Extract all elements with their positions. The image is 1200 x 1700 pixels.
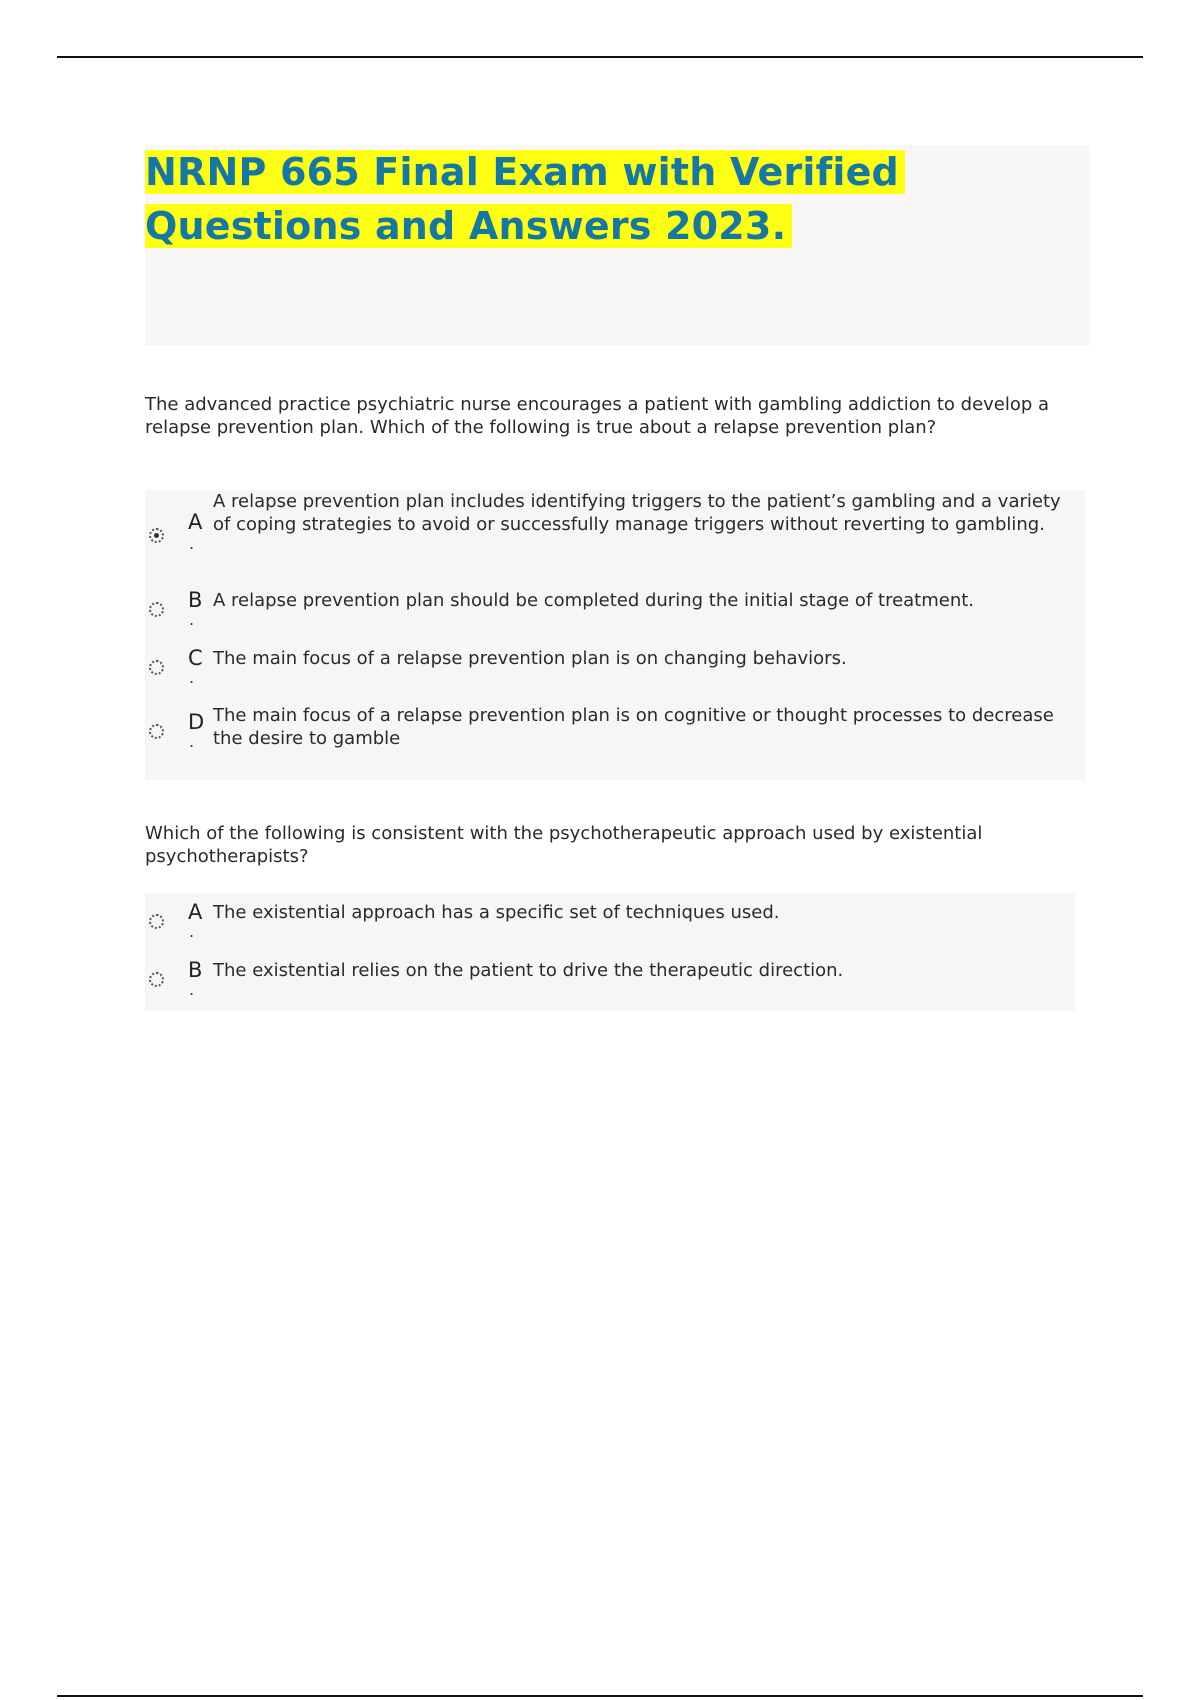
radio-icon[interactable] bbox=[149, 660, 164, 675]
radio-icon[interactable] bbox=[149, 972, 164, 987]
option-text: The main focus of a relapse prevention plan is on cognitive or thought processes to decrease the desire to gamble bbox=[213, 705, 1054, 749]
question-1-option-a[interactable] bbox=[145, 490, 1085, 570]
option-letter: D bbox=[188, 710, 205, 734]
radio-icon[interactable] bbox=[149, 914, 164, 929]
page-title bbox=[145, 145, 1090, 253]
top-rule bbox=[57, 56, 1143, 58]
option-letter: C bbox=[188, 646, 203, 670]
option-text: The existential relies on the patient to drive the therapeutic direction. bbox=[213, 960, 844, 981]
radio-icon[interactable] bbox=[149, 602, 164, 617]
title-highlight: NRNP 665 Final Exam with Verified Questions and Answers 2023. bbox=[145, 150, 905, 248]
option-letter-dot: . bbox=[189, 922, 195, 941]
option-letter-dot: . bbox=[189, 610, 195, 629]
option-text: A relapse prevention plan should be completed during the initial stage of treatment. bbox=[213, 590, 975, 611]
option-text: The existential approach has a specific set of techniques used. bbox=[213, 902, 780, 923]
option-text: A relapse prevention plan includes identifying triggers to the patient’s gambling and a variety of coping strategies to avoid or successfully manage triggers without reverting to gambling. bbox=[213, 491, 1061, 535]
radio-icon[interactable] bbox=[149, 724, 164, 739]
option-letter: A bbox=[188, 510, 203, 534]
question-2-option-a[interactable] bbox=[145, 893, 1075, 943]
option-text: The main focus of a relapse prevention plan is on changing behaviors. bbox=[213, 648, 847, 669]
option-letter: B bbox=[188, 958, 203, 982]
question-1-text: The advanced practice psychiatric nurse encourages a patient with gambling addiction to develop a relapse prevention plan. Which of the following is true about a relapse prevention plan? bbox=[145, 394, 1050, 438]
title-box bbox=[145, 145, 1090, 345]
question-2-options bbox=[145, 893, 1075, 1011]
question-2-text: Which of the following is consistent with the psychotherapeutic approach used by existential psychotherapists? bbox=[145, 823, 983, 867]
option-letter-dot: . bbox=[189, 668, 195, 687]
question-1-options bbox=[145, 490, 1085, 780]
option-letter-dot: . bbox=[189, 534, 195, 553]
question-1-option-b[interactable] bbox=[145, 588, 1085, 638]
option-letter-dot: . bbox=[189, 732, 195, 751]
option-letter: B bbox=[188, 588, 203, 612]
option-letter-dot: . bbox=[189, 980, 195, 999]
bottom-rule bbox=[57, 1695, 1143, 1697]
question-2-option-b[interactable] bbox=[145, 951, 1075, 1001]
question-1-option-c[interactable] bbox=[145, 646, 1085, 696]
radio-selected-icon[interactable] bbox=[149, 528, 164, 543]
question-1-option-d[interactable] bbox=[145, 704, 1085, 764]
option-letter: A bbox=[188, 900, 203, 924]
